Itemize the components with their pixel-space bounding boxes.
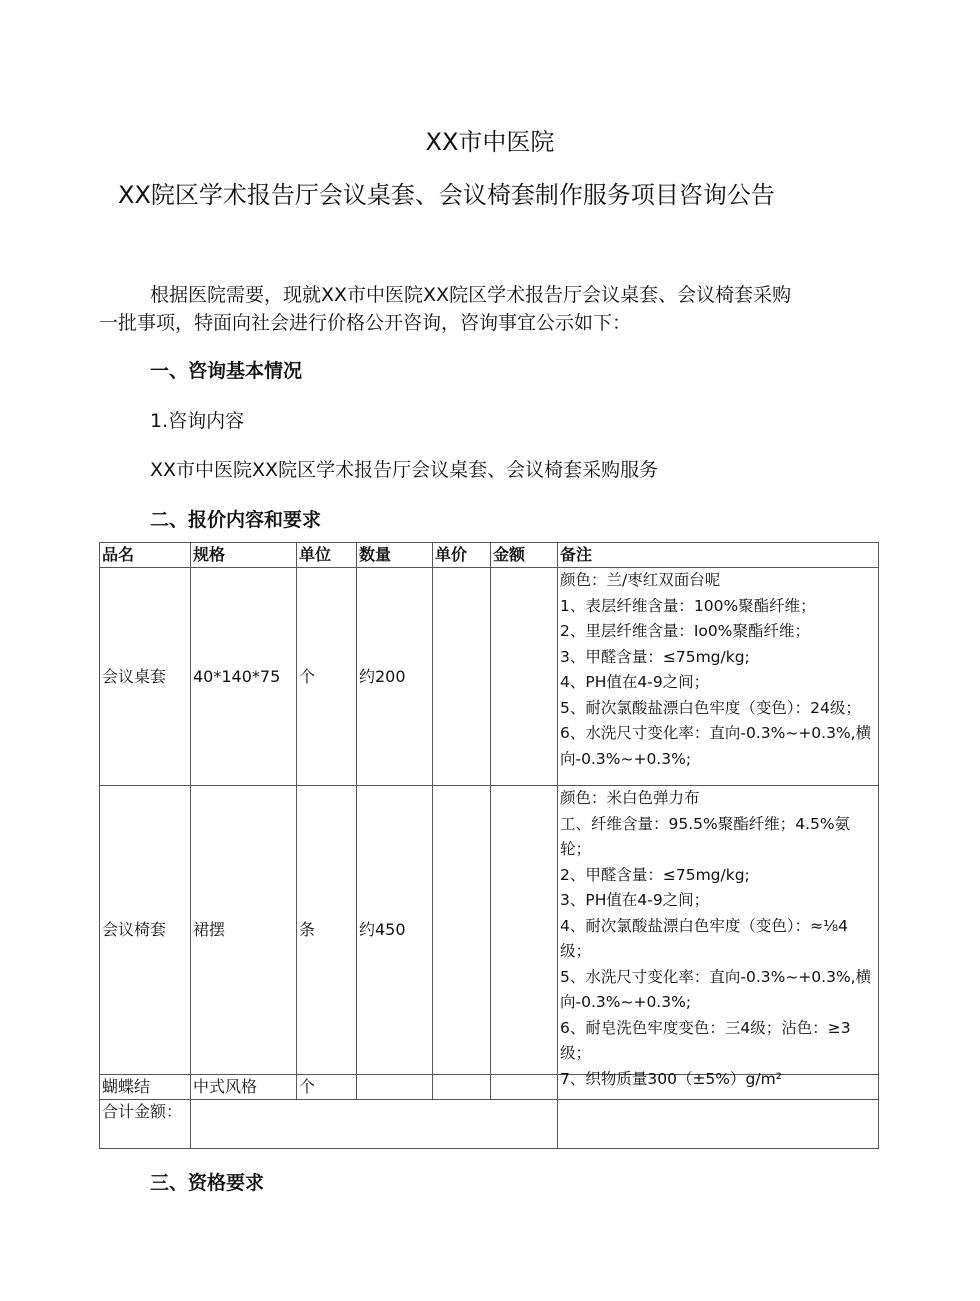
- note-line: 2、里层纤维含量：Io0%聚酯纤维；: [560, 622, 811, 640]
- cell-spec: 裙摆: [191, 786, 297, 1075]
- cell-unit: 条: [297, 786, 357, 1075]
- table-row: [100, 568, 879, 786]
- header-cell: 品名: [100, 543, 191, 568]
- cell-price: [433, 1075, 491, 1100]
- note-line: 颜色：兰/枣红双面台呢: [560, 571, 721, 589]
- cell-unit: 个: [297, 568, 357, 786]
- cell-name: 会议椅套: [100, 786, 191, 1075]
- table-total-row: [100, 1100, 879, 1149]
- cell-unit: 个: [297, 1075, 357, 1100]
- header-cell: 单价: [433, 543, 491, 568]
- cell-price: [433, 786, 491, 1075]
- note-line: 1、表层纤维含量：100%聚酯纤维；: [560, 596, 816, 615]
- cell-qty: 约200: [357, 568, 433, 786]
- cell-notes: [558, 786, 879, 1088]
- cell-amount: [491, 786, 558, 1075]
- cell-amount: [491, 1075, 558, 1100]
- section-2-heading: 二、报价内容和要求: [150, 509, 322, 531]
- note-line: 4、耐次氯酸盐漂白色牢度（变色）：≈⅛4级；: [560, 916, 848, 960]
- cell-qty: [357, 1075, 433, 1100]
- note-line: 4、PH值在4-9之间；: [560, 673, 710, 691]
- note-line: 5、耐次氯酸盐漂白色牢度（变色）：24级；: [560, 698, 861, 717]
- cell-name: 蝴蝶结: [100, 1075, 191, 1100]
- quote-table: [99, 542, 879, 1149]
- section-1-heading: 一、咨询基本情况: [150, 360, 303, 382]
- cell-amount: [491, 568, 558, 786]
- cell-name: 会议桌套: [100, 568, 191, 786]
- section-3-heading: 三、资格要求: [150, 1172, 265, 1194]
- header-cell: 规格: [191, 543, 297, 568]
- cell-price: [433, 568, 491, 786]
- table-row: [100, 786, 879, 1075]
- section-1-1-heading: 1.咨询内容: [150, 410, 245, 432]
- note-line: 3、PH值在4-9之间；: [560, 891, 710, 909]
- header-cell: 备注: [558, 543, 879, 568]
- table-header-row: [100, 543, 879, 568]
- note-line: 颜色：米白色弹力布: [560, 789, 700, 807]
- cell-spec: 40*140*75: [191, 568, 297, 786]
- note-line: 5、水洗尺寸变化率：直向-0.3%~+0.3%,横向-0.3%~+0.3%;: [560, 967, 872, 1011]
- notes-clip: [560, 786, 876, 1088]
- note-line: 6、水洗尺寸变化率：直向-0.3%~+0.3%,横向-0.3%~+0.3%;: [560, 724, 872, 768]
- page-title: XX市中医院: [425, 128, 555, 156]
- note-line: 工、纤维含量：95.5%聚酯纤维；4.5%氨轮；: [560, 814, 851, 858]
- note-line: 7、织物质量300（±5%）g/m²: [560, 1069, 782, 1088]
- header-cell: 单位: [297, 543, 357, 568]
- note-line: 3、甲醛含量：≤75mg/kg;: [560, 647, 750, 666]
- header-cell: 数量: [357, 543, 433, 568]
- section-1-text: XX市中医院XX院区学术报告厅会议桌套、会议椅套采购服务: [150, 459, 659, 481]
- total-notes: [558, 1100, 879, 1149]
- page-subtitle: XX院区学术报告厅会议桌套、会议椅套制作服务项目咨询公告: [118, 181, 775, 209]
- total-amount: [191, 1100, 558, 1149]
- cell-qty: 约450: [357, 786, 433, 1075]
- intro-line-2: 一批事项，特面向社会进行价格公开咨询，咨询事宜公示如下：: [99, 312, 632, 334]
- header-cell: 金额: [491, 543, 558, 568]
- note-line: 2、甲醛含量：≤75mg/kg;: [560, 865, 750, 884]
- total-label: 合计金额：: [100, 1100, 191, 1149]
- cell-spec: 中式风格: [191, 1075, 297, 1100]
- note-line: 6、耐皂洗色牢度变色：三4级；沾色：≥3级；: [560, 1018, 851, 1062]
- cell-notes: [558, 568, 879, 786]
- intro-line-1: 根据医院需要，现就XX市中医院XX院区学术报告厅会议桌套、会议椅套采购: [150, 284, 792, 306]
